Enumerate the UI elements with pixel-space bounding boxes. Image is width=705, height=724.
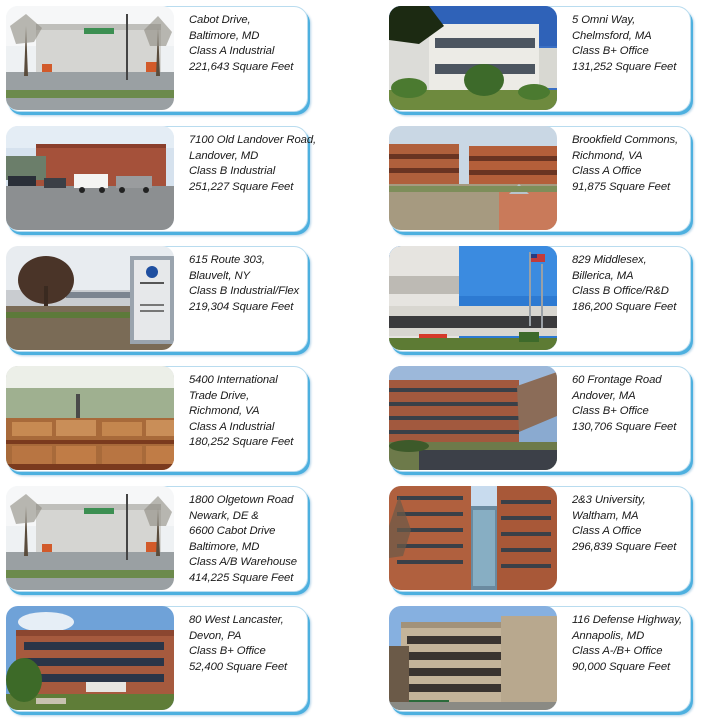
property-card xyxy=(389,246,691,354)
property-detail-line: Class B Office/R&D xyxy=(572,285,669,297)
property-detail-line: Richmond, VA xyxy=(189,405,260,417)
property-detail-line: Cabot Drive, xyxy=(189,14,251,26)
property-detail-line: Andover, MA xyxy=(572,389,636,402)
property-detail-line: Waltham, MA xyxy=(572,509,639,522)
property-card xyxy=(6,366,308,474)
property-card xyxy=(6,606,308,714)
property-detail-line: Richmond, VA xyxy=(572,149,643,162)
property-details xyxy=(189,493,311,586)
property-details xyxy=(189,133,317,195)
property-details xyxy=(189,613,311,675)
property-details xyxy=(572,133,694,195)
property-card xyxy=(6,486,308,594)
property-detail-line: 414,225 Square Feet xyxy=(189,571,294,584)
property-details xyxy=(189,13,311,75)
property-detail-line: Class A/B Warehouse xyxy=(189,556,297,568)
property-detail-line: Class A Industrial xyxy=(189,420,275,433)
property-photo xyxy=(6,246,174,350)
office-photo xyxy=(389,126,557,230)
property-detail-line: 52,400 Square Feet xyxy=(189,660,288,673)
property-detail-line: Class B+ Office xyxy=(189,645,266,657)
property-detail-line: 91,875 Square Feet xyxy=(572,180,671,193)
office-photo xyxy=(6,606,174,710)
property-detail-line: Devon, PA xyxy=(189,629,242,642)
office-photo xyxy=(389,6,557,110)
office-tower-photo xyxy=(389,486,557,590)
property-photo xyxy=(389,126,557,230)
property-detail-line: Baltimore, MD xyxy=(189,540,260,553)
property-detail-line: Annapolis, MD xyxy=(572,629,645,642)
warehouse-interior-photo xyxy=(6,366,174,470)
property-detail-line: 5400 International xyxy=(189,374,278,386)
property-detail-line: Baltimore, MD xyxy=(189,29,260,42)
office-photo xyxy=(389,366,557,470)
property-detail-line: Class A Industrial xyxy=(189,45,275,57)
property-detail-line: 130,706 Square Feet xyxy=(572,420,677,433)
property-details xyxy=(572,613,694,675)
property-photo xyxy=(6,486,174,590)
property-card xyxy=(6,246,308,354)
industrial-photo xyxy=(6,126,174,230)
property-detail-line: 251,227 Square Feet xyxy=(189,180,294,193)
property-details xyxy=(572,373,694,435)
property-card xyxy=(6,126,317,234)
property-card xyxy=(389,366,691,474)
property-photo xyxy=(6,606,174,710)
property-detail-line: 131,252 Square Feet xyxy=(572,60,677,73)
property-photo xyxy=(6,366,174,470)
property-card xyxy=(389,486,691,594)
warehouse-photo xyxy=(6,486,174,590)
property-details xyxy=(572,253,694,315)
office-photo xyxy=(389,606,557,710)
office-photo xyxy=(389,246,557,350)
property-detail-line: 829 Middlesex, xyxy=(572,254,647,266)
property-detail-line: Trade Drive, xyxy=(189,389,250,402)
property-detail-line: Class A Office xyxy=(572,165,642,177)
property-detail-line: 60 Frontage Road xyxy=(572,374,662,386)
property-photo xyxy=(389,366,557,470)
property-details xyxy=(189,253,311,315)
property-detail-line: 1800 Olgetown Road xyxy=(189,494,294,506)
property-detail-line: 80 West Lancaster, xyxy=(189,614,284,626)
property-detail-line: 219,304 Square Feet xyxy=(189,300,294,313)
property-details xyxy=(572,493,694,555)
property-detail-line: Class A-/B+ Office xyxy=(572,645,663,657)
property-detail-line: 186,200 Square Feet xyxy=(572,300,677,313)
property-detail-line: Class B Industrial xyxy=(189,165,276,177)
property-detail-line: Class B+ Office xyxy=(572,405,649,417)
property-card xyxy=(389,6,691,114)
property-detail-line: Class B Industrial/Flex xyxy=(189,285,300,297)
property-photo xyxy=(389,6,557,110)
property-photo xyxy=(389,486,557,590)
property-detail-line: 180,252 Square Feet xyxy=(189,436,294,448)
property-detail-line: Class B+ Office xyxy=(572,45,649,57)
property-detail-line: Landover, MD xyxy=(189,149,259,162)
property-card xyxy=(389,606,691,714)
property-detail-line: Brookfield Commons, xyxy=(572,134,679,146)
flex-building-photo xyxy=(6,246,174,350)
warehouse-photo xyxy=(6,6,174,110)
property-detail-line: 5 Omni Way, xyxy=(572,14,636,26)
property-detail-line: Chelmsford, MA xyxy=(572,29,652,42)
property-detail-line: 7100 Old Landover Road, xyxy=(189,134,317,146)
property-photo xyxy=(389,606,557,710)
property-detail-line: 90,000 Square Feet xyxy=(572,660,671,673)
property-detail-line: Billerica, MA xyxy=(572,269,634,282)
property-detail-line: 296,839 Square Feet xyxy=(572,540,677,553)
property-detail-line: 6600 Cabot Drive xyxy=(189,525,276,537)
property-card xyxy=(389,126,691,234)
property-detail-line: 221,643 Square Feet xyxy=(189,60,294,73)
property-details xyxy=(572,13,694,75)
property-details xyxy=(189,373,311,451)
property-detail-line: 116 Defense Highway, xyxy=(572,614,682,626)
property-detail-line: Blauvelt, NY xyxy=(189,269,250,282)
property-detail-line: 2&3 University, xyxy=(572,494,646,506)
property-detail-line: 615 Route 303, xyxy=(189,254,265,266)
property-card xyxy=(6,6,308,114)
property-photo xyxy=(6,126,174,230)
property-detail-line: Class A Office xyxy=(572,525,642,537)
property-photo xyxy=(389,246,557,350)
property-detail-line: Newark, DE & xyxy=(189,509,259,522)
property-photo xyxy=(6,6,174,110)
